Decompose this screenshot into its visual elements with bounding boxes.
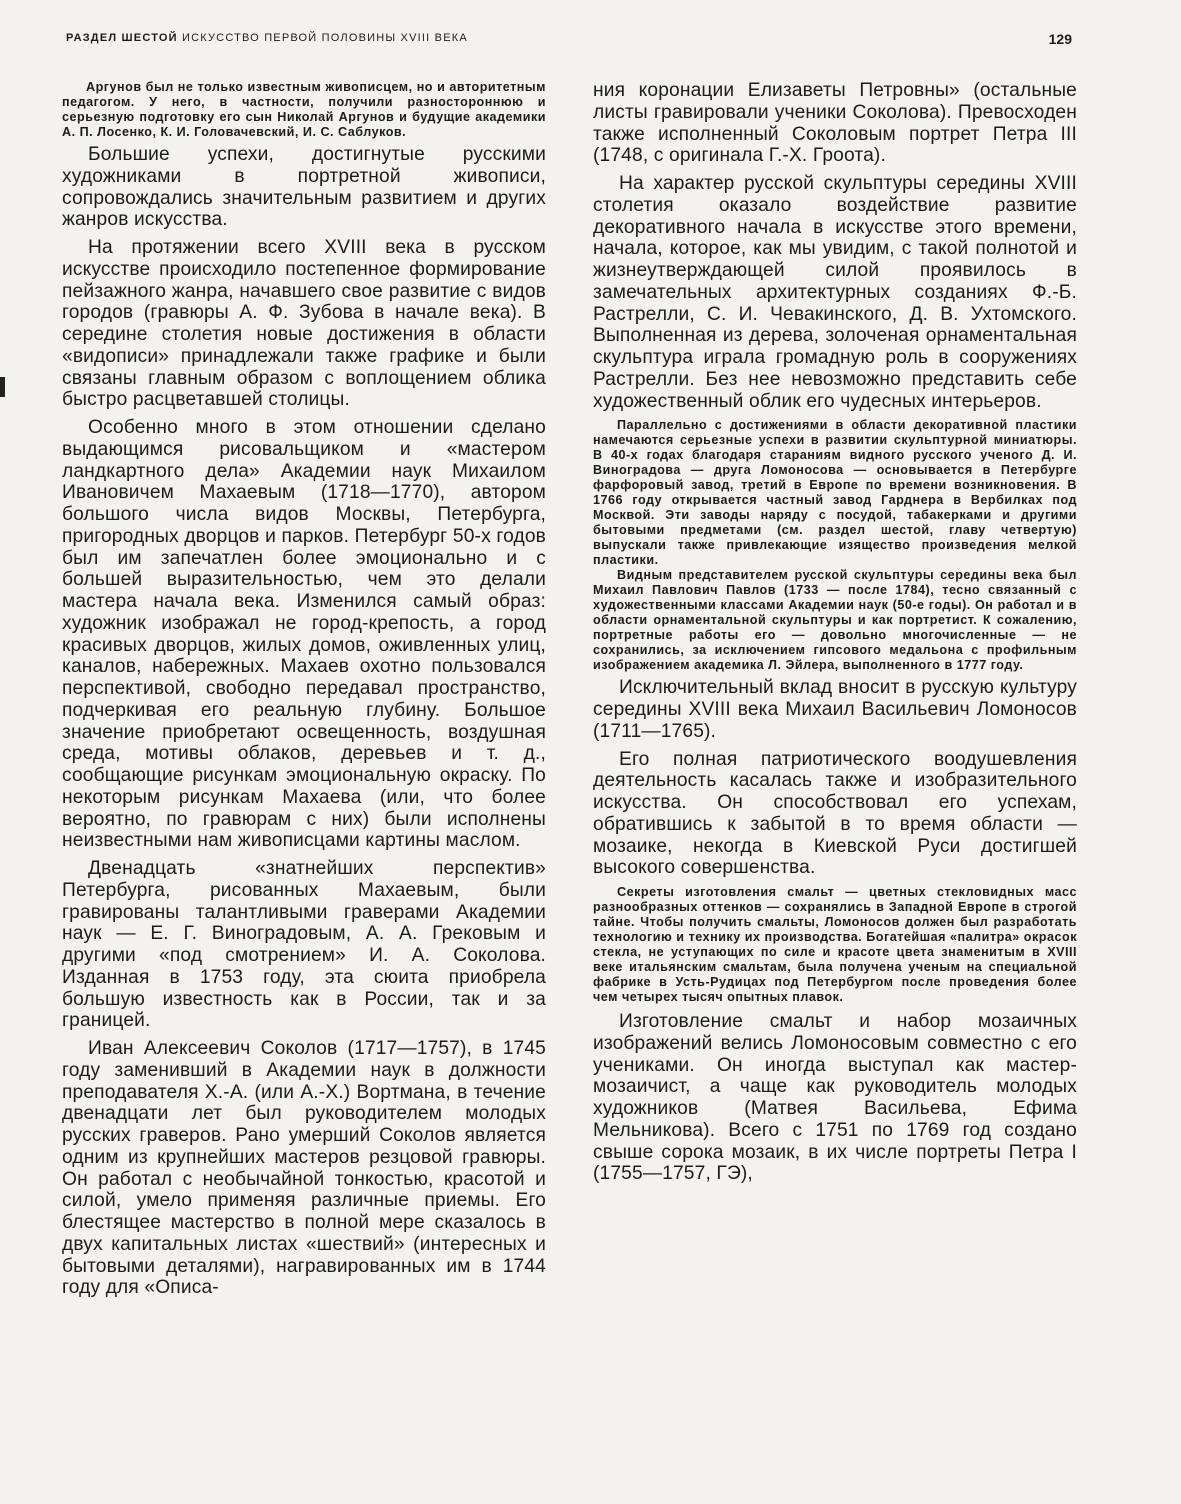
body-paragraph: Особенно много в этом отношении сделано выдающимся рисовальщиком и «мастером ландкартного дела» Академии наук Михаилом Ивановичем Махаевым (1718—1770), автором большого числа видов Москвы, Петербурга, пригородных дворцов и парков. Петербург 50-х годов был им запечатлен более эмоционально и с большей выразительностью, чем это делали мастера начала века. Изменился самый образ: художник изображал не город-крепость, а город красивых дворцов, жилых домов, оживленных улиц, каналов, набережных. Махаев охотно пользовался перспективой, свободно передавал пространство, подчеркивая его реальную глубину. Большое значение приобретают освещенность, воздушная среда, мотивы облаков, деревьев и т. д., сообщающие рисункам эмоциональную окраску. По некоторым рисункам Махаева (или, что более вероятно, по гравюрам с них) были исполнены неизвестными нам живописцами картины маслом.: [62, 417, 546, 852]
left-column: [62, 80, 546, 1299]
body-paragraph: На протяжении всего XVIII века в русском искусстве происходило постепенное формирование пейзажного жанра, начавшего свое развитие с видов городов (гравюры А. Ф. Зубова в начале века). В середине столетия новые достижения в области «видописи» принадлежали также графике и были связаны главным образом с воплощением облика быстро расцветавшей столицы.: [62, 237, 546, 411]
section-title: ИСКУССТВО ПЕРВОЙ ПОЛОВИНЫ XVIII ВЕКА: [182, 32, 468, 44]
small-print-paragraph: Параллельно с достижениями в области декоративной пластики намечаются серьезные успехи в развитии скульптурной миниатюры. В 40-х годах благодаря стараниям видного русского ученого Д. И. Виноградова — друга Ломоносова — основывается в Петербурге фарфоровый завод, третий в Европе по времени возникновения. В 1766 году открывается частный завод Гарднера в Вербилках под Москвой. Эти заводы наряду с посудой, табакерками и другими бытовыми предметами (см. раздел шестой, главу четвертую) выпускали также привлекающие изящество произведения мелкой пластики.: [593, 418, 1077, 568]
small-print-paragraph: Видным представителем русской скульптуры середины века был Михаил Павлович Павлов (1733 — после 1784), тесно связанный с художественными классами Академии наук (50-е годы). Он работал и в области орнаментальной скульптуры и как портретист. К сожалению, портретные работы его — довольно многочисленные — не сохранились, за исключением гипсового медальона с профильным изображением академика Л. Эйлера, выполненного в 1777 году.: [593, 568, 1077, 673]
page-number: 129: [1048, 31, 1072, 47]
body-paragraph: Его полная патриотического воодушевления деятельность касалась также и изобразительного искусства. Он способствовал его успехам, обратившись к забытой в то время области — мозаике, некогда в Киевской Руси достигшей высокого совершенства.: [593, 748, 1077, 879]
body-paragraph: ния коронации Елизаветы Петровны» (остальные листы гравировали ученики Соколова). Превосходен также исполненный Соколовым портрет Петра III (1748, с оригинала Г.-Х. Гроота).: [593, 80, 1077, 167]
body-paragraph: Иван Алексеевич Соколов (1717—1757), в 1745 году заменивший в Академии наук в должности преподавателя Х.-А. (или А.-Х.) Вортмана, в течение двенадцати лет был руководителем молодых русских граверов. Рано умерший Соколов является одним из крупнейших мастеров резцовой гравюры. Он работал с необычайной тонкостью, красотой и силой, умело применяя различные приемы. Его блестящее мастерство в полной мере сказалось в двух капитальных листах «шествий» (интересных и бытовыми деталями), награвированных им в 1744 году для «Описа-: [62, 1038, 546, 1299]
right-column: [593, 80, 1077, 1185]
body-paragraph: Исключительный вклад вносит в русскую культуру середины XVIII века Михаил Васильевич Ломоносов (1711—1765).: [593, 677, 1077, 742]
body-paragraph: Большие успехи, достигнутые русскими художниками в портретной живописи, сопровождались значительным развитием и других жанров искусства.: [62, 144, 546, 231]
body-paragraph: Двенадцать «знатнейших перспектив» Петербурга, рисованных Махаевым, были гравированы талантливыми граверами Академии наук — Е. Г. Виноградовым, А. А. Грековым и другими «под смотрением» И. А. Соколова. Изданная в 1753 году, эта сюита приобрела большую известность как в России, так и за границей.: [62, 858, 546, 1032]
body-paragraph: Изготовление смальт и набор мозаичных изображений велись Ломоносовым совместно с его учениками. Он иногда выступал как мастер-мозаичист, а чаще как руководитель молодых художников (Матвея Васильева, Ефима Мельникова). Всего с 1751 по 1769 год создано свыше сорока мозаик, в их числе портреты Петра I (1755—1757, ГЭ),: [593, 1011, 1077, 1185]
running-header: [66, 32, 1086, 52]
small-print-paragraph: Секреты изготовления смальт — цветных стекловидных масс разнообразных оттенков — сохранялись в Западной Европе в строгой тайне. Чтобы получить смальты, Ломоносов должен был разработать технологию и технику их производства. Богатейшая «палитра» окрасок стекла, не уступающих по силе и красоте цвета знаменитым в XVIII веке итальянским смальтам, была получена ученым на специальной фабрике в Усть-Рудицах под Петербургом после проведения более чем четырех тысяч опытных плавок.: [593, 885, 1077, 1004]
section-label: РАЗДЕЛ ШЕСТОЙ: [66, 32, 178, 44]
margin-mark: [0, 377, 5, 397]
small-print-paragraph: Аргунов был не только известным живописцем, но и авторитетным педагогом. У него, в частности, получили разностороннюю и серьезную подготовку его сын Николай Аргунов и будущие академики А. П. Лосенко, К. И. Головачевский, И. С. Саблуков.: [62, 80, 546, 139]
body-paragraph: На характер русской скульптуры середины XVIII столетия оказало воздействие развитие декоративного начала в искусстве этого времени, начала, которое, как мы увидим, с такой полнотой и жизнеутверждающей силой проявилось в замечательных архитектурных созданиях Ф.-Б. Растрелли, С. И. Чевакинского, Д. В. Ухтомского. Выполненная из дерева, золоченая орнаментальная скульптура играла громадную роль в сооружениях Растрелли. Без нее невозможно представить себе художественный облик его чудесных интерьеров.: [593, 173, 1077, 412]
